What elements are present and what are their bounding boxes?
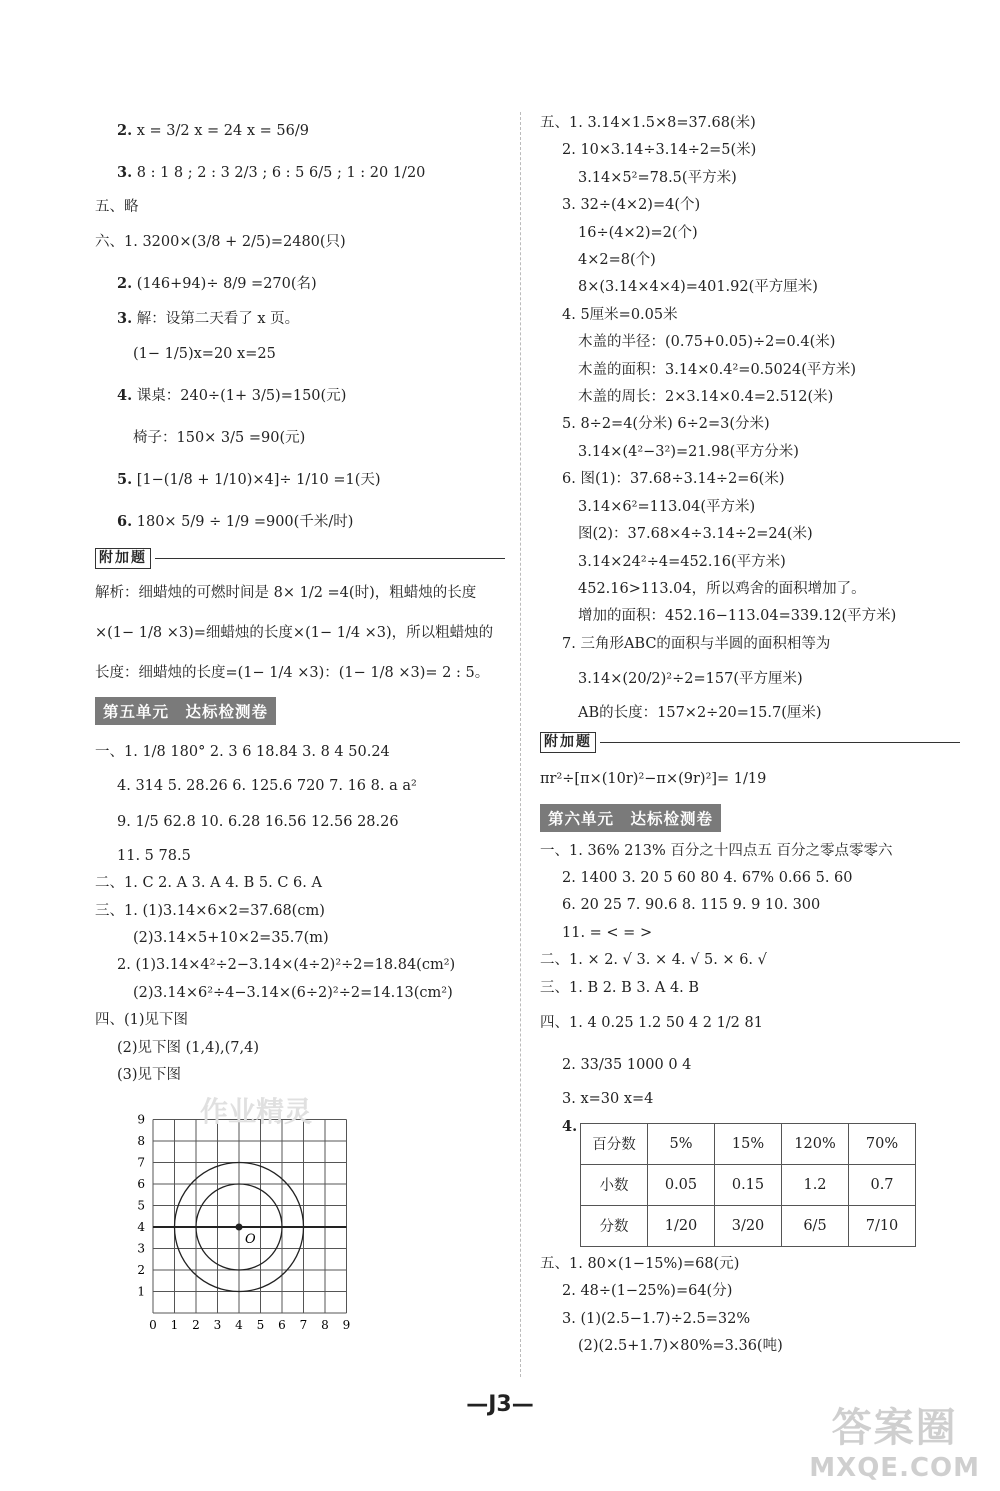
x-tick-label: 2 bbox=[192, 1318, 200, 1333]
table-cell: 7/10 bbox=[849, 1205, 916, 1246]
answer-text: 五、略 bbox=[95, 199, 139, 215]
table-cell: 70% bbox=[849, 1123, 916, 1164]
answer-line: 452.16>113.04，所以鸡舍的面积增加了。 bbox=[578, 580, 866, 597]
answer-line: 四、(1)见下图 bbox=[95, 1012, 189, 1029]
answer-line bbox=[95, 459, 505, 501]
watermark-logo-text: 答案圈 bbox=[831, 1405, 958, 1451]
answer-line bbox=[95, 152, 505, 194]
answer-text: 椅子：150× 3/5 =90(元) bbox=[133, 430, 306, 447]
answer-text: (146+94)÷ 8/9 =270(名) bbox=[136, 276, 317, 293]
y-tick-label: 5 bbox=[137, 1198, 145, 1213]
answer-line: 四、1. 4 0.25 1.2 50 4 2 1/2 81 bbox=[540, 1014, 763, 1031]
answer-line: 3.14×24²÷4=452.16(平方米) bbox=[578, 553, 786, 570]
answer-line: 木盖的周长：2×3.14×0.4=2.512(米) bbox=[578, 389, 834, 406]
table-cell: 1/20 bbox=[648, 1205, 715, 1246]
answer-line: 2. 48÷(1−25%)=64(分) bbox=[562, 1283, 733, 1300]
x-tick-label: 0 bbox=[149, 1318, 157, 1333]
x-tick-label: 1 bbox=[170, 1318, 179, 1333]
answer-text: 解：设第二天看了 x 页。 bbox=[136, 311, 300, 328]
table-cell: 百分数 bbox=[581, 1123, 648, 1164]
faded-stamp: 作业精灵 bbox=[200, 1095, 313, 1128]
y-tick-label: 3 bbox=[137, 1241, 145, 1256]
answer-line bbox=[95, 375, 505, 417]
x-tick-label: 4 bbox=[235, 1318, 243, 1333]
answer-line: 3. x=30 x=4 bbox=[562, 1090, 654, 1107]
extra-question-tag: 附加题 bbox=[540, 732, 596, 753]
answer-line: (2)见下图 (1,4),(7,4) bbox=[117, 1039, 260, 1056]
left-column bbox=[95, 110, 505, 1333]
answer-line: 三、1. B 2. B 3. A 4. B bbox=[540, 979, 700, 996]
answer-line bbox=[95, 333, 505, 375]
site-watermark bbox=[809, 1396, 980, 1483]
table-cell: 120% bbox=[782, 1123, 849, 1164]
answer-line: 6. 20 25 7. 90.6 8. 115 9. 9 10. 300 bbox=[562, 897, 821, 914]
x-tick-label: 7 bbox=[299, 1318, 308, 1333]
answer-text: 课桌：240÷(1+ 3/5)=150(元) bbox=[136, 388, 347, 405]
answer-line: 3.14×6²=113.04(平方米) bbox=[578, 498, 756, 515]
item-number: 3. bbox=[117, 164, 133, 181]
answer-line: (2)3.14×5+10×2=35.7(m) bbox=[133, 930, 329, 947]
answer-line: 3. 32÷(4×2)=4(个) bbox=[562, 197, 701, 214]
right-answers bbox=[540, 110, 960, 728]
answer-line: 3.14×(20/2)²÷2=157(平方厘米) bbox=[578, 671, 803, 688]
table-cell: 分数 bbox=[581, 1205, 648, 1246]
answer-line: 三、1. (1)3.14×6×2=37.68(cm) bbox=[95, 902, 325, 919]
extra-formula: πr²÷[π×(10r)²−π×(9r)²]= 1/19 bbox=[540, 770, 767, 787]
x-tick-label: 3 bbox=[213, 1318, 222, 1333]
table-cell: 3/20 bbox=[715, 1205, 782, 1246]
left-answers bbox=[95, 110, 505, 543]
answer-line bbox=[95, 263, 505, 305]
x-tick-label: 8 bbox=[321, 1318, 329, 1333]
column-divider bbox=[520, 112, 521, 1377]
answer-line: 7. 三角形ABC的面积与半圆的面积相等为 bbox=[562, 635, 831, 652]
table-cell: 小数 bbox=[581, 1164, 648, 1205]
table-row bbox=[581, 1205, 916, 1246]
answer-line: 2. 10×3.14÷3.14÷2=5(米) bbox=[562, 142, 757, 159]
item-number: 2. bbox=[117, 122, 133, 139]
answer-text: 六、1. 3200×(3/8 + 2/5)=2480(只) bbox=[95, 234, 346, 251]
item-number: 2. bbox=[117, 275, 133, 293]
answer-line: 木盖的面积：3.14×0.4²=0.5024(平方米) bbox=[578, 361, 857, 378]
item-number: 3. bbox=[117, 310, 133, 328]
answer-line: 3.14×(4²−3²)=21.98(平方分米) bbox=[578, 443, 799, 460]
answer-line: 二、1. × 2. √ 3. × 4. √ 5. × 6. √ bbox=[540, 952, 767, 969]
answer-line: 8×(3.14×4×4)=401.92(平方厘米) bbox=[578, 279, 818, 296]
unit6-answers bbox=[540, 838, 960, 1141]
analysis-text: 解析：细蜡烛的可燃时间是 8× 1/2 =4(时)，粗蜡烛的长度×(1− 1/8 ×3)=细蜡烛的长度×(1− 1/4 ×3)，所以粗蜡烛的长度：细蜡烛的长度=(1− 1/4 ×3)：(1− 1/8 ×3)= 2 : 5。 bbox=[95, 585, 494, 682]
table-cell: 0.7 bbox=[849, 1164, 916, 1205]
item-number: 5. bbox=[117, 471, 133, 489]
answer-line: 11. 5 78.5 bbox=[117, 847, 191, 864]
answer-line: AB的长度：157×2÷20=15.7(厘米) bbox=[578, 705, 822, 722]
table-cell: 0.15 bbox=[715, 1164, 782, 1205]
table-cell: 0.05 bbox=[648, 1164, 715, 1205]
answer-line bbox=[95, 110, 505, 152]
answer-text: (1− 1/5)x=20 x=25 bbox=[133, 346, 276, 363]
table-row bbox=[581, 1164, 916, 1205]
x-tick-label: 5 bbox=[256, 1318, 265, 1333]
answer-text: 8 : 1 8 ; 2 : 3 2/3 ; 6 : 5 6/5 ; 1 : 20 1/20 bbox=[136, 165, 426, 181]
answer-line: 增加的面积：452.16−113.04=339.12(平方米) bbox=[578, 608, 897, 625]
y-tick-label: 4 bbox=[137, 1220, 145, 1235]
answer-line: 2. 1400 3. 20 5 60 80 4. 67% 0.66 5. 60 bbox=[562, 869, 853, 886]
percent-table bbox=[580, 1123, 916, 1247]
header-rule bbox=[155, 558, 505, 559]
center-point bbox=[236, 1224, 243, 1231]
answer-line bbox=[95, 221, 505, 263]
answer-line: 5. 8÷2=4(分米) 6÷2=3(分米) bbox=[562, 416, 770, 433]
y-tick-label: 8 bbox=[137, 1134, 145, 1149]
answer-text: 180× 5/9 ÷ 1/9 =900(千米/时) bbox=[136, 514, 354, 531]
y-tick-label: 2 bbox=[137, 1263, 145, 1278]
right-column bbox=[540, 110, 960, 1360]
answer-line: 9. 1/5 62.8 10. 6.28 16.56 12.56 28.26 bbox=[117, 813, 399, 830]
answer-line: 木盖的半径：(0.75+0.05)÷2=0.4(米) bbox=[578, 334, 836, 351]
table-row bbox=[581, 1123, 916, 1164]
extra-question-header bbox=[540, 728, 960, 758]
answer-line: 3. (1)(2.5−1.7)÷2.5=32% bbox=[562, 1310, 751, 1327]
answer-line bbox=[95, 305, 505, 333]
item-number: 4. bbox=[117, 387, 133, 405]
table-cell: 1.2 bbox=[782, 1164, 849, 1205]
answer-line: 3.14×5²=78.5(平方米) bbox=[578, 169, 737, 186]
header-rule bbox=[600, 742, 960, 743]
table-cell: 6/5 bbox=[782, 1205, 849, 1246]
answer-line: 4×2=8(个) bbox=[578, 252, 656, 269]
answer-line: 一、1. 1/8 180° 2. 3 6 18.84 3. 8 4 50.24 bbox=[95, 744, 390, 761]
answer-line bbox=[95, 194, 505, 221]
unit6-title: 第六单元 达标检测卷 bbox=[540, 804, 721, 832]
unit5-title: 第五单元 达标检测卷 bbox=[95, 697, 276, 725]
answer-line: 11. = < = > bbox=[562, 924, 653, 941]
x-tick-label: 9 bbox=[342, 1318, 351, 1333]
answer-line: 五、1. 3.14×1.5×8=37.68(米) bbox=[540, 115, 756, 131]
x-tick-label: 6 bbox=[278, 1318, 286, 1333]
answer-line: 二、1. C 2. A 3. A 4. B 5. C 6. A bbox=[95, 875, 322, 892]
answer-line bbox=[95, 501, 505, 543]
extra-question-header bbox=[95, 543, 505, 573]
y-tick-label: 7 bbox=[137, 1155, 145, 1170]
answer-line bbox=[95, 417, 505, 459]
y-tick-label: 6 bbox=[137, 1177, 145, 1192]
unit5-answers bbox=[95, 731, 505, 1089]
answer-line: 16÷(4×2)=2(个) bbox=[578, 224, 698, 241]
answer-line: 五、1. 80×(1−15%)=68(元) bbox=[540, 1255, 740, 1272]
answer-line: 4. 5厘米=0.05米 bbox=[562, 306, 678, 323]
answer-line: 2. (1)3.14×4²÷2−3.14×(4÷2)²÷2=18.84(cm²) bbox=[117, 957, 456, 974]
answer-text: x = 3/2 x = 24 x = 56/9 bbox=[136, 123, 309, 139]
table-cell: 15% bbox=[715, 1123, 782, 1164]
answer-line: 2. 33/35 1000 0 4 bbox=[562, 1056, 692, 1073]
center-label: O bbox=[245, 1232, 256, 1248]
answer-line: 一、1. 36% 213% 百分之十四点五 百分之零点零零六 bbox=[540, 842, 893, 859]
answer-line: 6. 图(1)：37.68÷3.14÷2=6(米) bbox=[562, 471, 785, 488]
answer-line: (2)3.14×6²÷4−3.14×(6÷2)²÷2=14.13(cm²) bbox=[133, 984, 453, 1001]
y-tick-label: 1 bbox=[137, 1284, 145, 1299]
answer-text: [1−(1/8 + 1/10)×4]÷ 1/10 =1(天) bbox=[136, 472, 381, 489]
y-tick-label: 9 bbox=[137, 1112, 145, 1127]
answer-line: (3)见下图 bbox=[117, 1067, 182, 1084]
answer-line: 4. bbox=[562, 1118, 578, 1136]
page-number: —J3— bbox=[466, 1392, 534, 1417]
watermark-url: MXQE.COM bbox=[809, 1453, 980, 1483]
extra-question-tag: 附加题 bbox=[95, 548, 151, 569]
item-number: 6. bbox=[117, 513, 133, 531]
answer-line: 图(2)：37.68×4÷3.14÷2=24(米) bbox=[578, 526, 813, 543]
answer-line: (2)(2.5+1.7)×80%=3.36(吨) bbox=[578, 1338, 783, 1354]
unit6-tail bbox=[540, 1251, 960, 1361]
table-cell: 5% bbox=[648, 1123, 715, 1164]
answer-line: 4. 314 5. 28.26 6. 125.6 720 7. 16 8. a a² bbox=[117, 778, 417, 795]
